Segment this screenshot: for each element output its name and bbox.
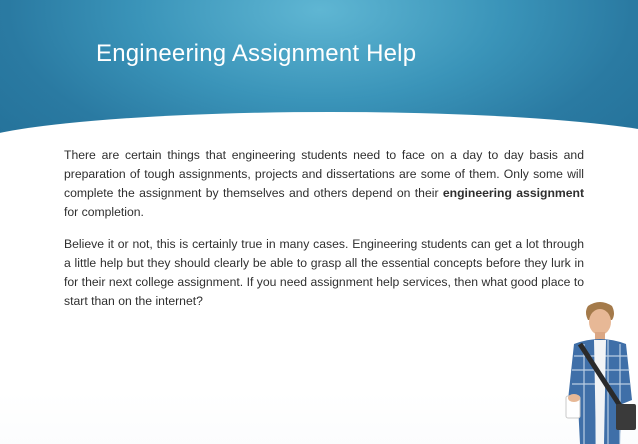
paragraph-1-text-end: for completion.	[64, 205, 144, 219]
paragraph-1-bold-phrase: engineering assignment	[442, 186, 585, 200]
slide-title: Engineering Assignment Help	[96, 40, 417, 67]
student-illustration-icon	[560, 300, 638, 444]
paragraph-1	[64, 146, 584, 222]
paragraph-1-text-start: There are certain things that engineering students need to face on a day to day basis and preparation of tough assignments, projects and dissertations are some of them. Only some will complete the assignment by themselves and others depend on their	[64, 148, 584, 200]
paragraph-2: Believe it or not, this is certainly true in many cases. Engineering students can get a lot through a little help but they should clearly be able to grasp all the essential concepts before they lurk in for their next college assignment. If you need assignment help services, then what good place to start than on the internet?	[64, 237, 584, 308]
body-text	[64, 146, 584, 324]
